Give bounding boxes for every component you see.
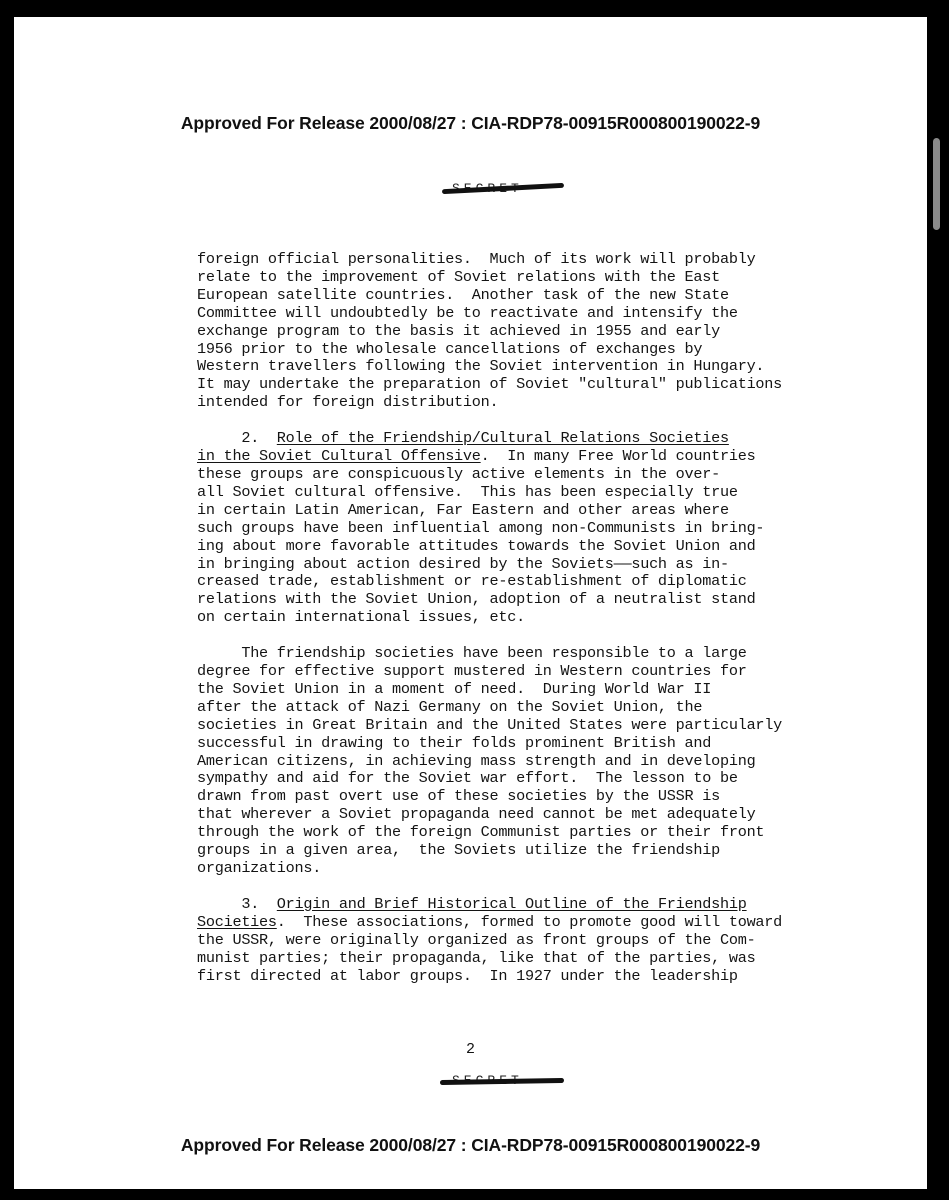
document-page [14, 17, 927, 1189]
section-heading-3-line-1: Origin and Brief Historical Outline of the Friendship [276, 894, 747, 913]
section-heading-3-line-2: Societies [197, 912, 277, 931]
release-header: Approved For Release 2000/08/27 : CIA-RDP78-00915R000800190022-9 [180, 113, 761, 133]
section-heading-2-line-1: Role of the Friendship/Cultural Relations Societies [276, 429, 729, 448]
section-heading-2-line-2: in the Soviet Cultural Offensive [197, 447, 481, 466]
paragraph-2 [197, 430, 817, 627]
redaction-bar-bottom [440, 1078, 564, 1085]
scrollbar-thumb[interactable] [933, 138, 940, 230]
document-body [197, 251, 817, 1003]
paragraph-3: The friendship societies have been responsible to a large degree for effective support mustered in Western countries for the Soviet Union in a moment of need. During World War II after the attack of Nazi Germany on the Soviet Union, the societies in Great Britain and the United States were particularly successful in drawing to their folds prominent British and American citizens, in achieving mass strength and in developing sympathy and aid for the Soviet war effort. The lesson to be drawn from past overt use of these societies by the USSR is that wherever a Soviet propaganda need cannot be met adequately through the work of the foreign Communist parties or their front groups in a given area, the Soviets utilize the friendship organizations. [197, 644, 783, 877]
page-number: 2 [465, 1041, 475, 1058]
paragraph-2-body: . In many Free World countries these groups are conspicuously active elements in the over- all Soviet cultural offensive. This has been especially true in certain Latin American, Far Eastern and other areas where such groups have been influential among non-Communists in bring- ing about more favorable attitudes towards the Soviet Union and in bringing about action desired by the Soviets——such as in- creased trade, establishment or re-establishment of diplomatic relations with the Soviet Union, adoption of a neutralist stand on certain international issues, etc. [197, 447, 765, 627]
section-number-2: 2. [197, 429, 277, 448]
section-number-3: 3. [197, 894, 277, 913]
paragraph-4-body: . These associations, formed to promote good will toward the USSR, were originally organized as front groups of the Com- munist parties; their propaganda, like that of the parties, was first directed at labor groups. In 1927 under the leadership [197, 912, 783, 985]
release-footer: Approved For Release 2000/08/27 : CIA-RDP78-00915R000800190022-9 [180, 1135, 761, 1155]
paragraph-1: foreign official personalities. Much of its work will probably relate to the improvement of Soviet relations with the East European satellite countries. Another task of the new State Committee will undoubtedly be to reactivate and intensify the exchange program to the basis it achieved in 1955 and early 1956 prior to the wholesale cancellations of exchanges by Western travellers following the Soviet intervention in Hungary. It may undertake the preparation of Soviet "cultural" publications intended for foreign distribution. [197, 250, 783, 412]
paragraph-4 [197, 896, 817, 986]
